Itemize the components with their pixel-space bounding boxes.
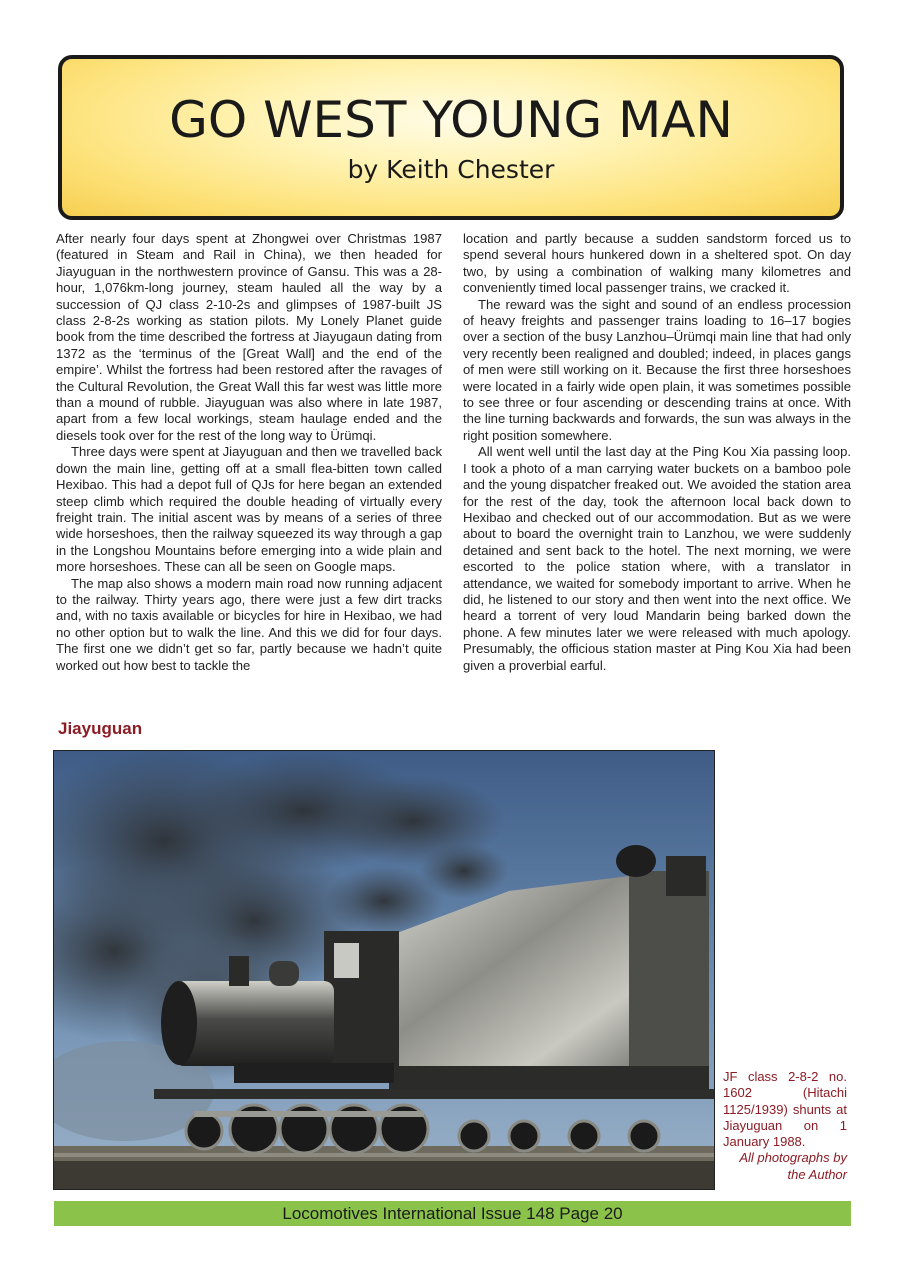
article-title: GO WEST YOUNG MAN [169, 91, 733, 149]
side-rod [194, 1111, 424, 1117]
page-footer: Locomotives International Issue 148 Page 20 [54, 1201, 851, 1226]
caption-text: JF class 2-8-2 no. 1602 (Hitachi 1125/1939) shunts at Jiayuguan on 1 January 1988. [723, 1069, 847, 1150]
locomotive-photo [53, 750, 715, 1190]
paragraph: location and partly because a sudden sandstorm forced us to spend several hours hunkered down in a sheltered spot. On day two, by using a combination of walking many kilometres and conveniently timed local passenger trains, we cracked it. [463, 231, 851, 296]
photo-credit: All photographs by the Author [739, 1150, 847, 1182]
article-byline: by Keith Chester [347, 155, 555, 184]
paragraph: The map also shows a modern main road now running adjacent to the railway. Thirty years ago, there were just a few dirt tracks and, with no taxis available or bicycles for hire in Hexibao, we had no other option but to walk the line. And this we did for four days. The first one we didn’t get so far, partly because we hadn’t quite worked out how best to tackle the [56, 575, 442, 673]
section-title: Jiayuguan [58, 719, 143, 738]
paragraph: After nearly four days spent at Zhongwei over Christmas 1987 (featured in Steam and Rail in China), we then headed for Jiayuguan in the northwestern province of Gansu. This was a 28-hour, 1,076km-long journey, steam hauled all the way by a succession of QJ class 2-10-2s and glimpses of 1987-built JS class 2-8-2s working as station pilots. My Lonely Planet guide book from the time described the fortress at Jiayugaun dating from 1372 as the ‘terminus of the [Great Wall] and the end of the empire’. Whilst the fortress had been restored after the ravages of the Cultural Revolution, the Great Wall this far west was little more than a mound of rubble. Jiayuguan was also where in late 1987, apart from a few local workings, steam haulage ended and the diesels took over for the rest of the long way to Ürümqi. [56, 231, 442, 443]
paragraph: The reward was the sight and sound of an endless procession of heavy freights and passenger trains loading to 16–17 bogies over a section of the busy Lanzhou–Ürümqi main line that had only very recently been realigned and doubled; indeed, in places gangs of men were still working on it. Because the first three horseshoes were located in a fairly wide open plain, it was sometimes possible to see three or four ascending or descending trains at once. With the line turning backwards and forwards, the sun was always in the right position somewhere. [463, 296, 851, 443]
article-column-left [56, 231, 442, 674]
photo-caption [723, 1069, 847, 1183]
title-banner [58, 55, 844, 220]
rail [54, 1153, 714, 1157]
article-column-right [463, 231, 851, 674]
paragraph: Three days were spent at Jiayuguan and then we travelled back down the main line, getting off at a small flea-bitten town called Hexibao. This had a depot full of QJs for here began an extended steep climb which required the double heading of virtually every freight train. The initial ascent was by means of a series of three wide horseshoes, then the railway squeezed its way through a gap in the Longshou Mountains before emerging into a wide plain and more horseshoes. These can all be seen on Google maps. [56, 444, 442, 575]
paragraph: All went well until the last day at the Ping Kou Xia passing loop. I took a photo of a man carrying water buckets on a bamboo pole and the young dispatcher freaked out. We avoided the station area for the rest of the day, took the afternoon local back down to Hexibao and checked out of our accommodation. But as we were about to board the overnight train to Lanzhou, we were suddenly detained and sent back to the hotel. The next morning, we were escorted to the police station where, with a translator in attendance, we waited for somebody important to arrive. When he did, he listened to our story and then went into the next office. We heard a torrent of very loud Mandarin being barked down the phone. A few minutes later we were released with much apology. Presumably, the officious station master at Ping Kou Xia had been given a proverbial earful. [463, 444, 851, 673]
track-bed [54, 1161, 714, 1189]
frame [154, 1089, 714, 1099]
cab-window [334, 943, 359, 978]
locomotive-illustration [54, 751, 714, 1189]
